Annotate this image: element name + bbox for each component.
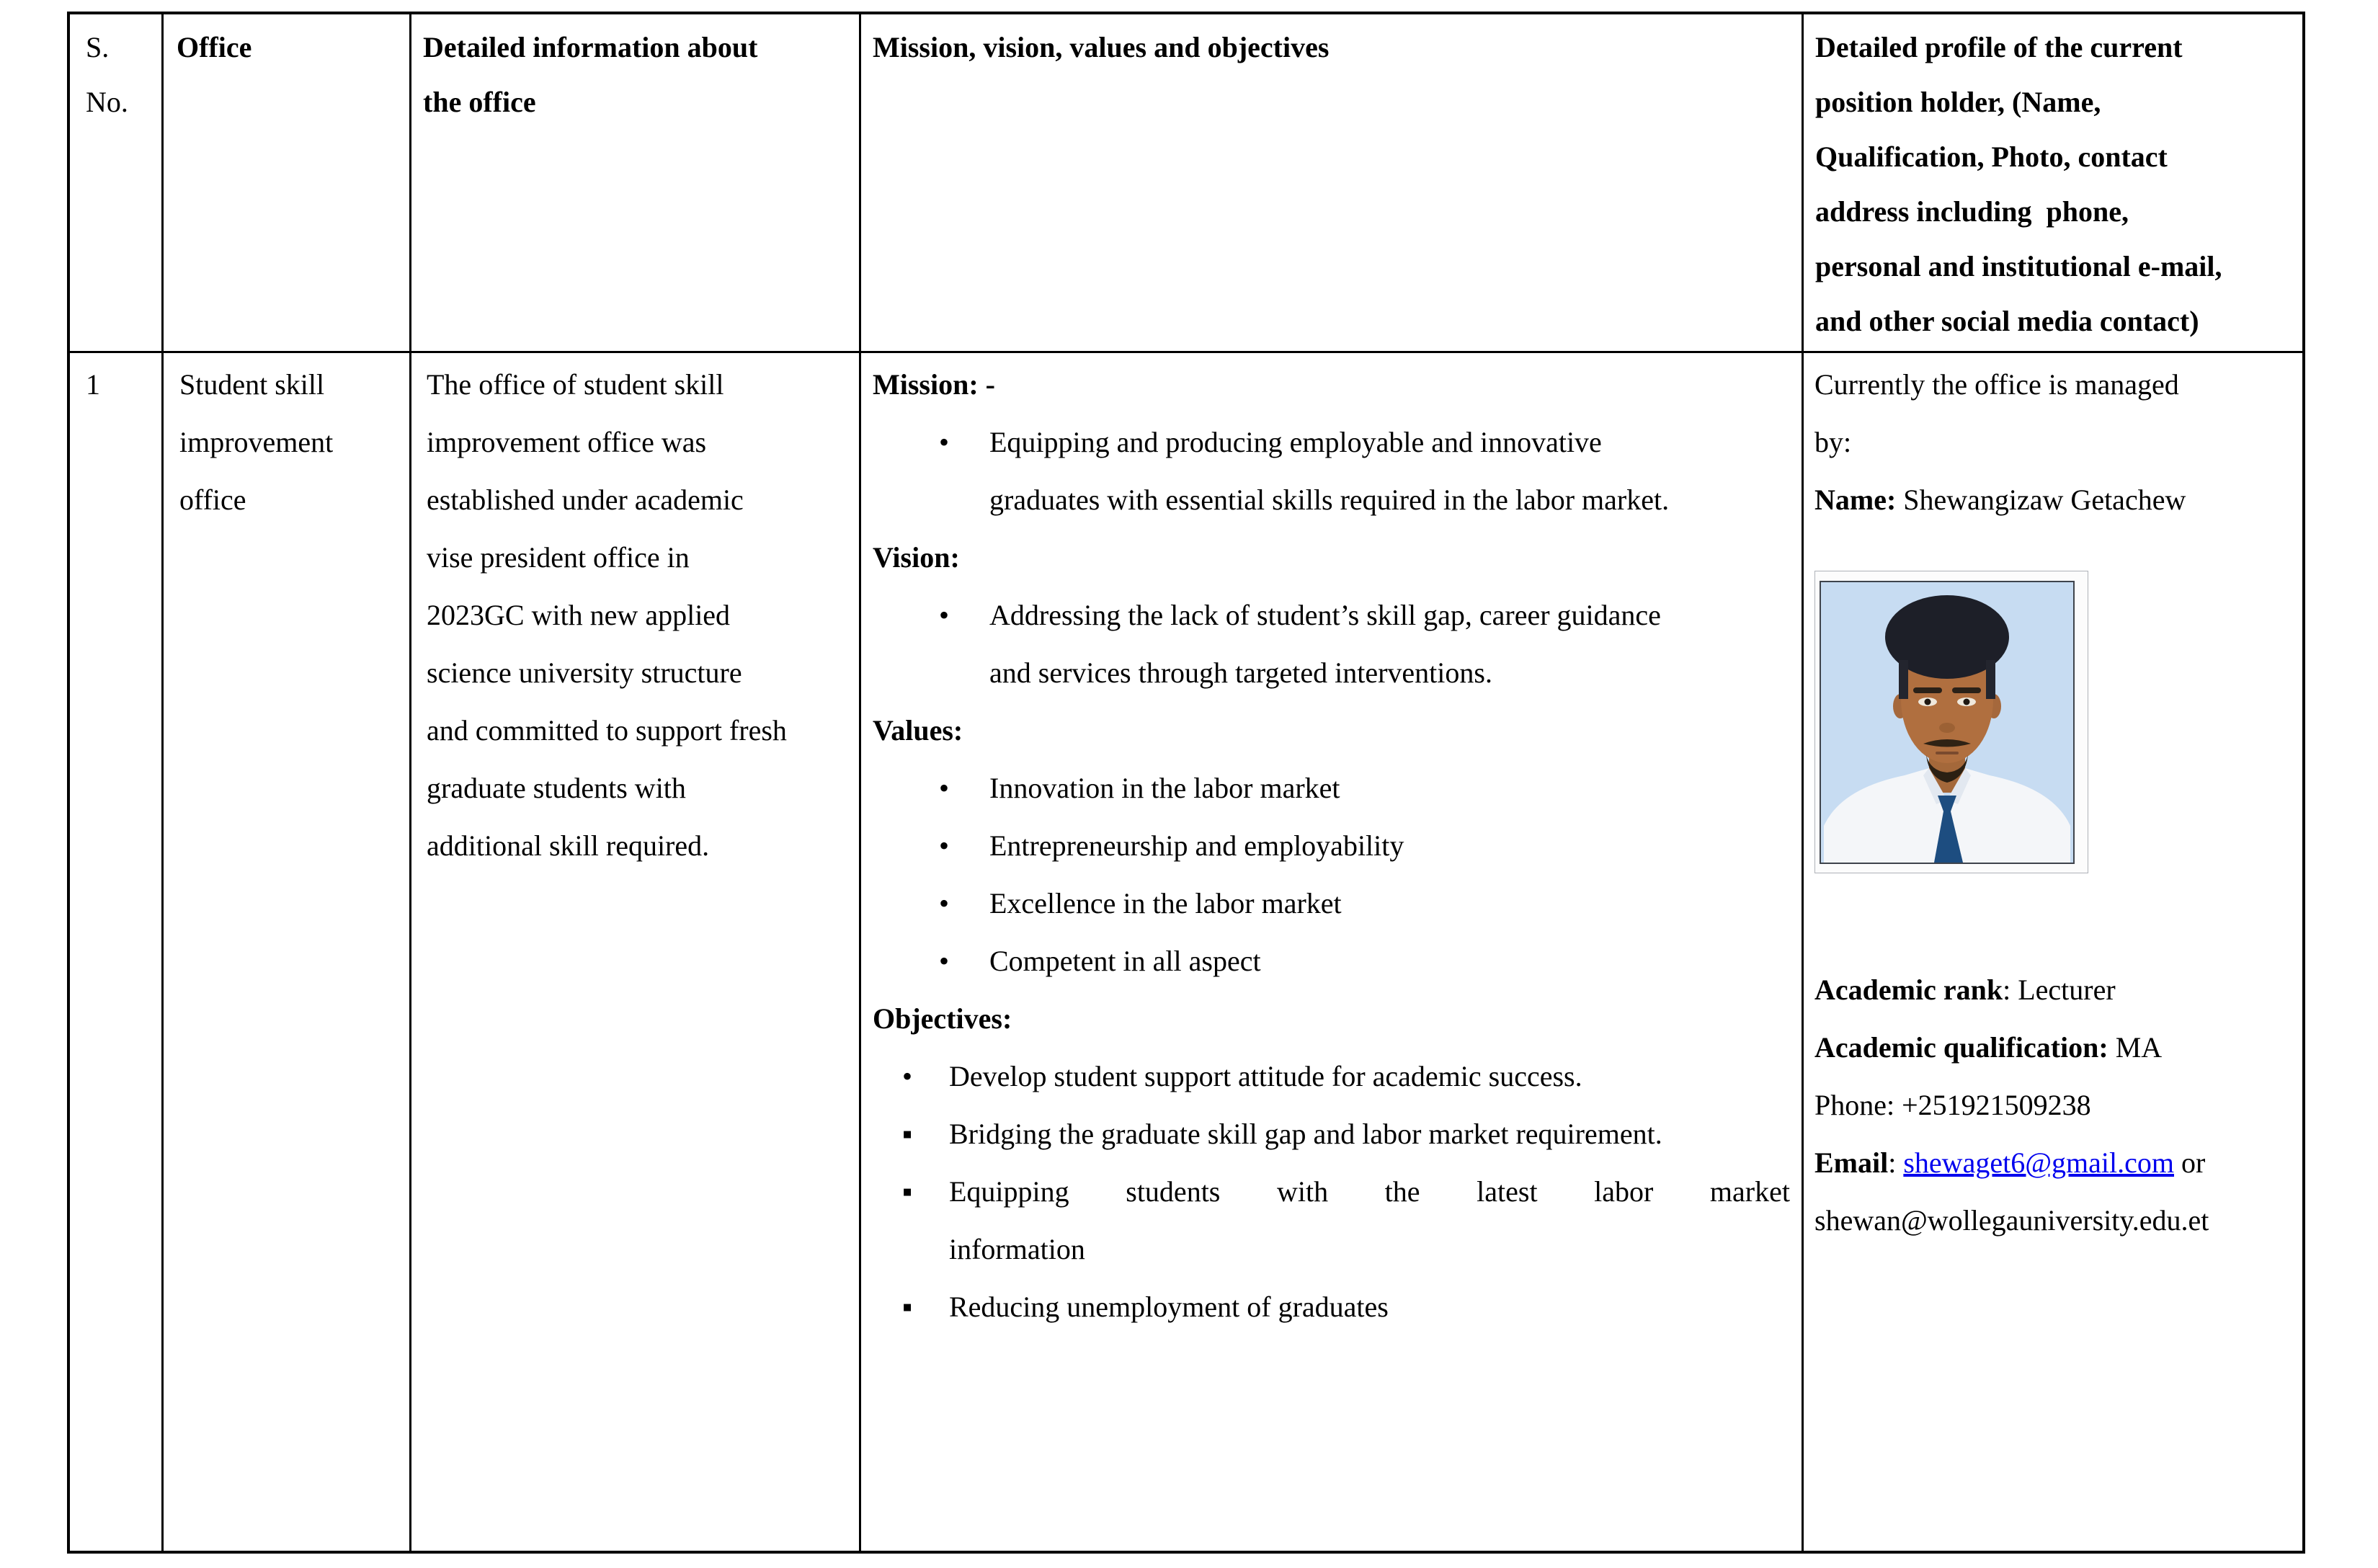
objective-bullet-item: [873, 1163, 1790, 1278]
photo-pupil-right: [1964, 699, 1970, 705]
header-profile-line: and other social media contact): [1815, 305, 2199, 337]
header-mission-label: Mission, vision, values and objectives: [873, 31, 1330, 63]
photo-pupil-left: [1925, 699, 1931, 705]
photo-eyebrow-right: [1952, 687, 1981, 693]
profile-photo: [1820, 581, 2075, 864]
header-info-line: the office: [423, 86, 536, 118]
email-suffix: or: [2173, 1146, 2206, 1179]
name-label: Name:: [1814, 484, 1897, 516]
header-profile-line: position holder, (Name,: [1815, 86, 2101, 118]
profile-name-line: [1814, 471, 2295, 529]
values-bullet-item: [873, 932, 1790, 990]
values-item-line: Excellence in the labor market: [989, 887, 1342, 919]
office-name-line: office: [179, 484, 246, 516]
row-cell-sno: [70, 353, 164, 1551]
header-cell-sno: [70, 14, 164, 353]
objective-bullet-item: [873, 1105, 1790, 1163]
row-sno-value: 1: [86, 368, 100, 401]
bullet-round-icon: •: [902, 1060, 913, 1092]
email-colon: :: [1888, 1146, 1904, 1179]
values-bullet-item: [873, 817, 1790, 875]
header-cell-info: [411, 14, 861, 353]
profile-intro-line: Currently the office is managed: [1814, 368, 2179, 401]
qualification-label: Academic qualification:: [1814, 1031, 2108, 1064]
rank-value: : Lecturer: [2003, 974, 2116, 1006]
profile-qualification-line: [1814, 1019, 2295, 1077]
profile-phone-line: Phone: +251921509238: [1814, 1089, 2091, 1121]
header-sno-line: No.: [86, 86, 128, 118]
values-bullet-item: [873, 875, 1790, 932]
objective-line: Develop student support attitude for academic success.: [949, 1060, 1582, 1092]
profile-rank-line: [1814, 961, 2295, 1019]
name-value: Shewangizaw Getachew: [1896, 484, 2186, 516]
rank-label: Academic rank: [1814, 974, 2003, 1006]
office-info-line: vise president office in: [427, 541, 690, 574]
office-info-line: and committed to support fresh: [427, 714, 787, 747]
mission-bullet-item: [873, 414, 1790, 529]
mission-heading: Mission: -: [873, 368, 995, 401]
email-label: Email: [1814, 1146, 1889, 1179]
header-office-label: Office: [177, 31, 252, 63]
values-item-line: Competent in all aspect: [989, 945, 1261, 977]
office-profile-table: [67, 12, 2305, 1554]
photo-mouth: [1936, 752, 1959, 754]
objective-line: Reducing unemployment of graduates: [949, 1291, 1389, 1323]
office-info-line: The office of student skill: [427, 368, 724, 401]
office-info-line: improvement office was: [427, 426, 707, 458]
bullet-square-icon: ▪: [902, 1118, 913, 1150]
vision-bullet-item: [873, 587, 1790, 702]
mission-item-line: graduates with essential skills required in the labor market.: [989, 484, 1670, 516]
header-cell-office: [164, 14, 411, 353]
bullet-round-icon: •: [939, 887, 950, 919]
photo-eyebrow-left: [1913, 687, 1942, 693]
objective-line: information: [949, 1233, 1085, 1265]
values-item-line: Entrepreneurship and employability: [989, 829, 1404, 862]
objective-bullet-item: [873, 1048, 1790, 1105]
header-profile-line: personal and institutional e-mail,: [1815, 250, 2222, 282]
profile-intro-line: by:: [1814, 426, 1852, 458]
bullet-round-icon: •: [939, 945, 950, 977]
header-cell-mission: [861, 14, 1804, 353]
header-profile-line: Detailed profile of the current: [1815, 31, 2183, 63]
bullet-square-icon: ▪: [902, 1175, 913, 1208]
office-info-line: additional skill required.: [427, 829, 710, 862]
photo-sideburn-right: [1986, 660, 1995, 699]
profile-email-secondary-line: shewan@wollegauniversity.edu.et: [1814, 1204, 2209, 1237]
values-heading: Values:: [873, 714, 963, 747]
office-name-line: Student skill: [179, 368, 325, 401]
vision-item-line: Addressing the lack of student’s skill gap, career guidance: [989, 599, 1661, 631]
mission-item-line: Equipping and producing employable and innovative: [989, 426, 1602, 458]
profile-email-line: [1814, 1134, 2295, 1192]
bullet-square-icon: ▪: [902, 1291, 913, 1323]
values-item-line: Innovation in the labor market: [989, 772, 1340, 804]
bullet-round-icon: •: [939, 599, 950, 631]
header-sno-line: S.: [86, 31, 110, 63]
email-link[interactable]: shewaget6@gmail.com: [1903, 1146, 2174, 1179]
office-info-line: graduate students with: [427, 772, 686, 804]
row-cell-info: [411, 353, 861, 1551]
photo-nose: [1939, 723, 1955, 733]
photo-sideburn-left: [1899, 660, 1908, 699]
qualification-value: MA: [2108, 1031, 2163, 1064]
office-info-line: 2023GC with new applied: [427, 599, 731, 631]
header-info-line: Detailed information about: [423, 31, 758, 63]
bullet-round-icon: •: [939, 829, 950, 862]
objective-line: Equipping students with the latest labor market: [949, 1175, 1790, 1208]
values-bullet-item: [873, 760, 1790, 817]
row-cell-office: [164, 353, 411, 1551]
row-cell-profile: [1804, 353, 2302, 1551]
header-profile-line: Qualification, Photo, contact: [1815, 141, 2168, 173]
bullet-round-icon: •: [939, 426, 950, 458]
office-info-line: established under academic: [427, 484, 744, 516]
vision-heading: Vision:: [873, 541, 960, 574]
objective-line: Bridging the graduate skill gap and labor market requirement.: [949, 1118, 1662, 1150]
office-info-line: science university structure: [427, 656, 742, 689]
objective-bullet-item: [873, 1278, 1790, 1336]
row-cell-mission: [861, 353, 1804, 1551]
objectives-heading: Objectives:: [873, 1002, 1012, 1035]
profile-photo-frame: [1814, 571, 2088, 873]
vision-item-line: and services through targeted interventions.: [989, 656, 1492, 689]
header-profile-line: address including phone,: [1815, 195, 2129, 228]
header-cell-profile: [1804, 14, 2302, 353]
bullet-round-icon: •: [939, 772, 950, 804]
office-name-line: improvement: [179, 426, 334, 458]
